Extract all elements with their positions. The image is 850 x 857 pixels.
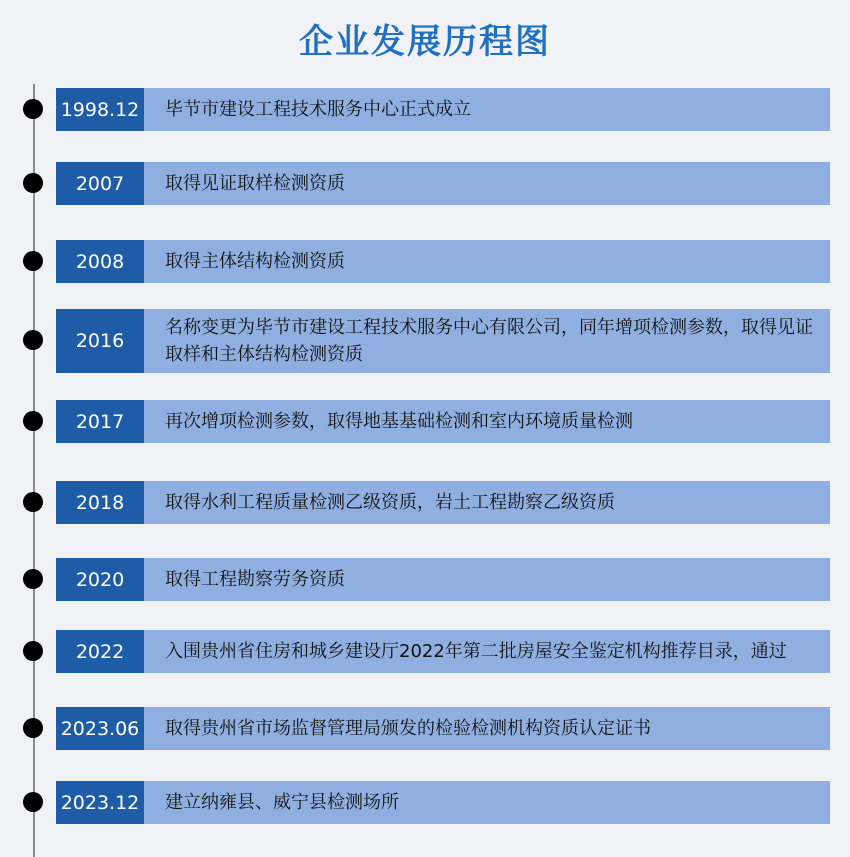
timeline-text: 毕节市建设工程技术服务中心正式成立 — [165, 99, 471, 120]
timeline-text: 取得主体结构检测资质 — [165, 251, 345, 272]
timeline-year: 1998.12 — [56, 88, 144, 131]
timeline-year: 2018 — [56, 481, 144, 524]
timeline-entry — [0, 481, 850, 524]
timeline-description — [144, 707, 830, 750]
timeline-dot — [23, 173, 43, 193]
timeline-text: 取得工程勘察劳务资质 — [165, 569, 345, 590]
timeline-text: 入围贵州省住房和城乡建设厅2022年第二批房屋安全鉴定机构推荐目录，通过 — [165, 641, 787, 662]
timeline-year: 2017 — [56, 400, 144, 443]
timeline-dot — [23, 330, 43, 350]
timeline-year: 2020 — [56, 558, 144, 601]
timeline-description — [144, 240, 830, 283]
timeline-dot — [23, 411, 43, 431]
timeline-text: 再次增项检测参数，取得地基基础检测和室内环境质量检测 — [165, 411, 633, 432]
timeline-description — [144, 781, 830, 824]
timeline-dot — [23, 641, 43, 661]
timeline-dot — [23, 792, 43, 812]
timeline-entry — [0, 240, 850, 283]
page-title: 企业发展历程图 — [299, 22, 551, 62]
timeline-description — [144, 309, 830, 373]
timeline-description — [144, 400, 830, 443]
timeline-entry — [0, 400, 850, 443]
timeline-description — [144, 88, 830, 131]
timeline-text: 取得贵州省市场监督管理局颁发的检验检测机构资质认定证书 — [165, 718, 651, 739]
timeline-dot — [23, 99, 43, 119]
timeline-year: 2016 — [56, 309, 144, 373]
timeline-year: 2023.06 — [56, 707, 144, 750]
timeline-entry — [0, 162, 850, 205]
timeline-entry — [0, 558, 850, 601]
timeline-description — [144, 558, 830, 601]
timeline-dot — [23, 569, 43, 589]
timeline-description — [144, 630, 830, 673]
timeline-text: 取得见证取样检测资质 — [165, 173, 345, 194]
timeline-dot — [23, 492, 43, 512]
timeline-year: 2008 — [56, 240, 144, 283]
timeline-description — [144, 162, 830, 205]
timeline-text: 名称变更为毕节市建设工程技术服务中心有限公司，同年增项检测参数，取得见证取样和主体结构检测资质 — [165, 317, 813, 365]
timeline-dot — [23, 718, 43, 738]
timeline-entry — [0, 309, 850, 373]
timeline-year: 2022 — [56, 630, 144, 673]
timeline-entry — [0, 630, 850, 673]
timeline-dot — [23, 251, 43, 271]
timeline-year: 2023.12 — [56, 781, 144, 824]
timeline-entry — [0, 781, 850, 824]
timeline-year: 2007 — [56, 162, 144, 205]
timeline-entry — [0, 88, 850, 131]
timeline-text: 建立纳雍县、威宁县检测场所 — [165, 792, 399, 813]
timeline-entry — [0, 707, 850, 750]
timeline-description — [144, 481, 830, 524]
timeline-text: 取得水利工程质量检测乙级资质，岩土工程勘察乙级资质 — [165, 492, 615, 513]
